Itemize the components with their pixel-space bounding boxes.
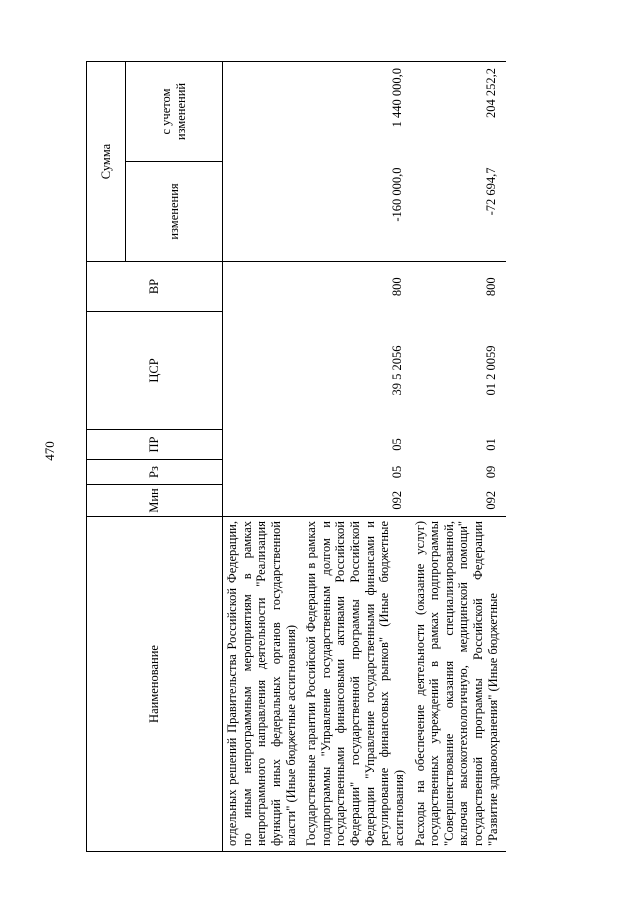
header-vr: ВР bbox=[87, 262, 223, 312]
header-row-top bbox=[87, 62, 126, 852]
row-name: Расходы на обеспечение деятельности (оказание услуг) государственных учреждений в рамках подпрограммы "Совершенствование оказания специализированной, включая высокотехнологичную, медицинской помощи" государственной программы Российской Федерации "Развитие здравоохранения" (Иные бюджетные bbox=[413, 517, 507, 852]
header-sum: Сумма bbox=[87, 62, 126, 262]
row-name: Государственные гарантии Российской Федерации в рамках подпрограммы "Управление государственным долгом и государственными финансовыми активами Российской Федерации" государственной программы Российской Федерации "Управление государственными финансами и регулирование финансовых рынков" (Иные бюджетные ассигнования) bbox=[304, 517, 412, 852]
row-csr: 39 5 2056 bbox=[389, 345, 404, 396]
header-pr: ПР bbox=[87, 430, 223, 460]
header-min: Мин bbox=[87, 485, 223, 517]
table-row bbox=[413, 62, 507, 852]
row-rz: 09 bbox=[483, 465, 498, 479]
row-total: 1 440 000,0 bbox=[304, 62, 412, 162]
row-min: 092 bbox=[389, 490, 404, 510]
budget-table bbox=[86, 61, 506, 852]
header-csr: ЦСР bbox=[87, 312, 223, 430]
row-total: 204 252,2 bbox=[413, 62, 507, 162]
row-pr bbox=[223, 430, 305, 460]
header-name: Наименование bbox=[87, 517, 223, 852]
header-rz: Рз bbox=[87, 460, 223, 485]
table-row bbox=[223, 62, 305, 852]
budget-table-sheet bbox=[86, 62, 556, 852]
row-rz bbox=[223, 460, 305, 485]
row-vr: 800 bbox=[304, 262, 412, 312]
row-changes: -160 000,0 bbox=[389, 167, 404, 222]
row-vr: 800 bbox=[413, 262, 507, 312]
row-min: 092 bbox=[483, 490, 498, 510]
row-changes bbox=[223, 162, 305, 262]
table-row bbox=[304, 62, 412, 852]
row-pr: 01 bbox=[483, 438, 498, 451]
header-with-changes: с учетом изменений bbox=[126, 62, 223, 162]
row-changes: -72 694,7 bbox=[483, 167, 498, 216]
row-rz: 05 bbox=[389, 465, 404, 479]
row-csr bbox=[223, 312, 305, 430]
page-number: 470 bbox=[42, 441, 57, 461]
row-csr: 01 2 0059 bbox=[483, 345, 498, 396]
row-pr: 05 bbox=[389, 438, 404, 451]
header-changes: изменения bbox=[126, 162, 223, 262]
row-vr bbox=[223, 262, 305, 312]
row-min bbox=[223, 485, 305, 517]
row-total bbox=[223, 62, 305, 162]
row-name: отдельных решений Правительства Российской Федерации, по иным непрограммным мероприятиям в рамках непрограммного направления деятельности "Реализация функций иных федеральных органов государственной власти" (Иные бюджетные ассигнования) bbox=[223, 517, 305, 852]
